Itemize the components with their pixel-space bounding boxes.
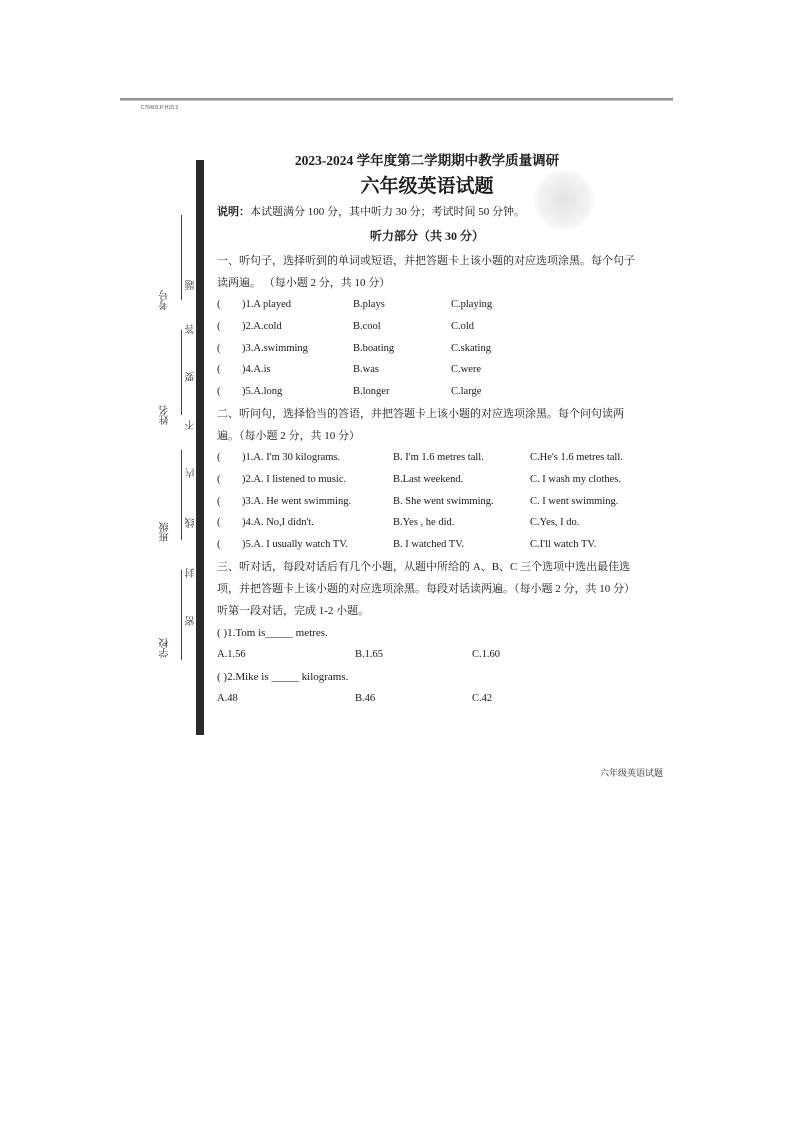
question-row — [217, 534, 637, 556]
option-b: B. I'm 1.6 metres tall. — [393, 451, 484, 463]
dialogue-1-heading: 听第一段对话，完成 1-2 小题。 — [217, 604, 370, 617]
option-b: B.1.65 — [355, 648, 384, 660]
blank-line-class — [181, 450, 182, 540]
option-a: )5.A.long — [242, 386, 283, 398]
class-label: 班级 — [160, 522, 171, 542]
question-row — [217, 447, 637, 469]
part1-items — [217, 294, 637, 403]
option-b: B.Yes , he did. — [393, 517, 455, 529]
question-2-options — [217, 688, 637, 710]
listening-section-title: 听力部分（共 30 分） — [369, 229, 484, 243]
scan-edge-rule — [120, 98, 673, 101]
seal-char: 要 — [186, 372, 197, 382]
question-row — [217, 316, 637, 338]
option-a: )2.A. I listened to music. — [242, 473, 347, 485]
seal-char: 内 — [186, 468, 197, 478]
option-a: A.48 — [217, 692, 238, 704]
seal-char: 密 — [186, 616, 197, 626]
blank-line-school — [181, 570, 182, 660]
option-b: B.46 — [355, 692, 376, 704]
question-row — [217, 469, 637, 491]
seal-char: 不 — [186, 420, 197, 430]
option-b: B.boating — [353, 342, 395, 354]
option-c: C.He's 1.6 metres tall. — [530, 451, 623, 463]
option-a: )5.A. I usually watch TV. — [242, 539, 349, 551]
option-a: )1.A. I'm 30 kilograms. — [242, 451, 341, 463]
answer-paren: ( — [217, 299, 221, 310]
option-b: B.cool — [353, 320, 381, 332]
option-a: )4.A. No,I didn't. — [242, 517, 314, 529]
question-1: ( )1.Tom is_____ metres. — [217, 626, 328, 639]
option-b: B. I watched TV. — [393, 539, 465, 551]
exam-subtitle: 六年级英语试题 — [360, 176, 494, 197]
option-a: )3.A. He went swimming. — [242, 495, 352, 507]
blank-line-exam-no — [181, 215, 182, 300]
option-b: B.plays — [353, 299, 385, 310]
name-label: 姓名 — [160, 405, 171, 425]
note-label: 说明： — [217, 206, 250, 218]
school-label: 学校 — [160, 638, 171, 658]
seal-char: 答 — [186, 324, 197, 334]
answer-paren: ( — [217, 473, 221, 485]
option-a: )2.A.cold — [242, 320, 282, 332]
exam-page — [217, 150, 637, 710]
question-row — [217, 381, 637, 403]
part2-items — [217, 447, 637, 556]
option-b: B.Last weekend. — [393, 473, 464, 485]
option-b: B. She went swimming. — [393, 495, 494, 507]
question-2: ( )2.Mike is _____ kilograms. — [217, 670, 349, 683]
question-1-options — [217, 644, 637, 666]
answer-paren: ( — [217, 364, 221, 376]
binding-bar — [196, 160, 204, 735]
question-row — [217, 491, 637, 513]
option-c: C.42 — [472, 692, 493, 704]
option-c: C.playing — [451, 299, 493, 310]
answer-paren: ( — [217, 386, 221, 398]
page-footer: 六年级英语试题 — [600, 768, 664, 778]
option-c: C.1.60 — [472, 648, 501, 660]
answer-paren: ( — [217, 342, 221, 354]
seal-char: 线 — [186, 518, 197, 528]
blank-line-name — [181, 330, 182, 415]
part2-instruction: 二、听问句，选择恰当的答语，并把答题卡上该小题的对应选项涂黑。每个问句读两遍。（每小题 2 分，共 10 分） — [217, 407, 624, 442]
option-c: C.Yes, I do. — [530, 517, 580, 529]
part1-instruction: 一、听句子，选择听到的单词或短语，并把答题卡上该小题的对应选项涂黑。每个句子读两遍。 （每小题 2 分，共 10 分） — [217, 255, 635, 289]
option-c: C.I'll watch TV. — [530, 539, 597, 551]
option-a: )4.A.is — [242, 364, 271, 376]
exam-number-label: 考号 — [160, 290, 171, 310]
option-a: )1.A played — [242, 299, 291, 310]
answer-paren: ( — [217, 539, 221, 551]
option-c: C.were — [451, 364, 482, 376]
option-c: C. I went swimming. — [530, 495, 619, 507]
answer-paren: ( — [217, 517, 221, 529]
option-b: B.longer — [353, 386, 390, 398]
option-c: C.large — [451, 386, 482, 398]
question-row — [217, 512, 637, 534]
note-text: 本试题满分 100 分，其中听力 30 分；考试时间 50 分钟。 — [250, 206, 525, 218]
seal-char: 封 — [186, 568, 197, 578]
option-a: )3.A.swimming — [242, 342, 308, 354]
question-row — [217, 359, 637, 381]
exam-title: 2023-2024 学年度第二学期期中教学质量调研 — [294, 153, 560, 168]
question-row — [217, 338, 637, 360]
answer-paren: ( — [217, 495, 221, 507]
question-row — [217, 294, 637, 316]
option-c: C.old — [451, 320, 475, 332]
exam-note — [217, 202, 637, 222]
option-c: C. I wash my clothes. — [530, 473, 621, 485]
scan-code: C70403.P-H16.5 — [141, 105, 179, 111]
option-a: A.1.56 — [217, 648, 246, 660]
option-b: B.was — [353, 364, 379, 376]
seal-char: 题 — [186, 280, 197, 290]
option-c: C.skating — [451, 342, 491, 354]
answer-paren: ( — [217, 451, 221, 463]
part3-instruction: 三、听对话，每段对话后有几个小题，从题中所给的 A、B、C 三个选项中选出最佳选项，并把答题卡上该小题的对应选项涂黑。每段对话读两遍。（每小题 2 分，共 10 分） — [217, 560, 635, 595]
answer-paren: ( — [217, 320, 221, 332]
